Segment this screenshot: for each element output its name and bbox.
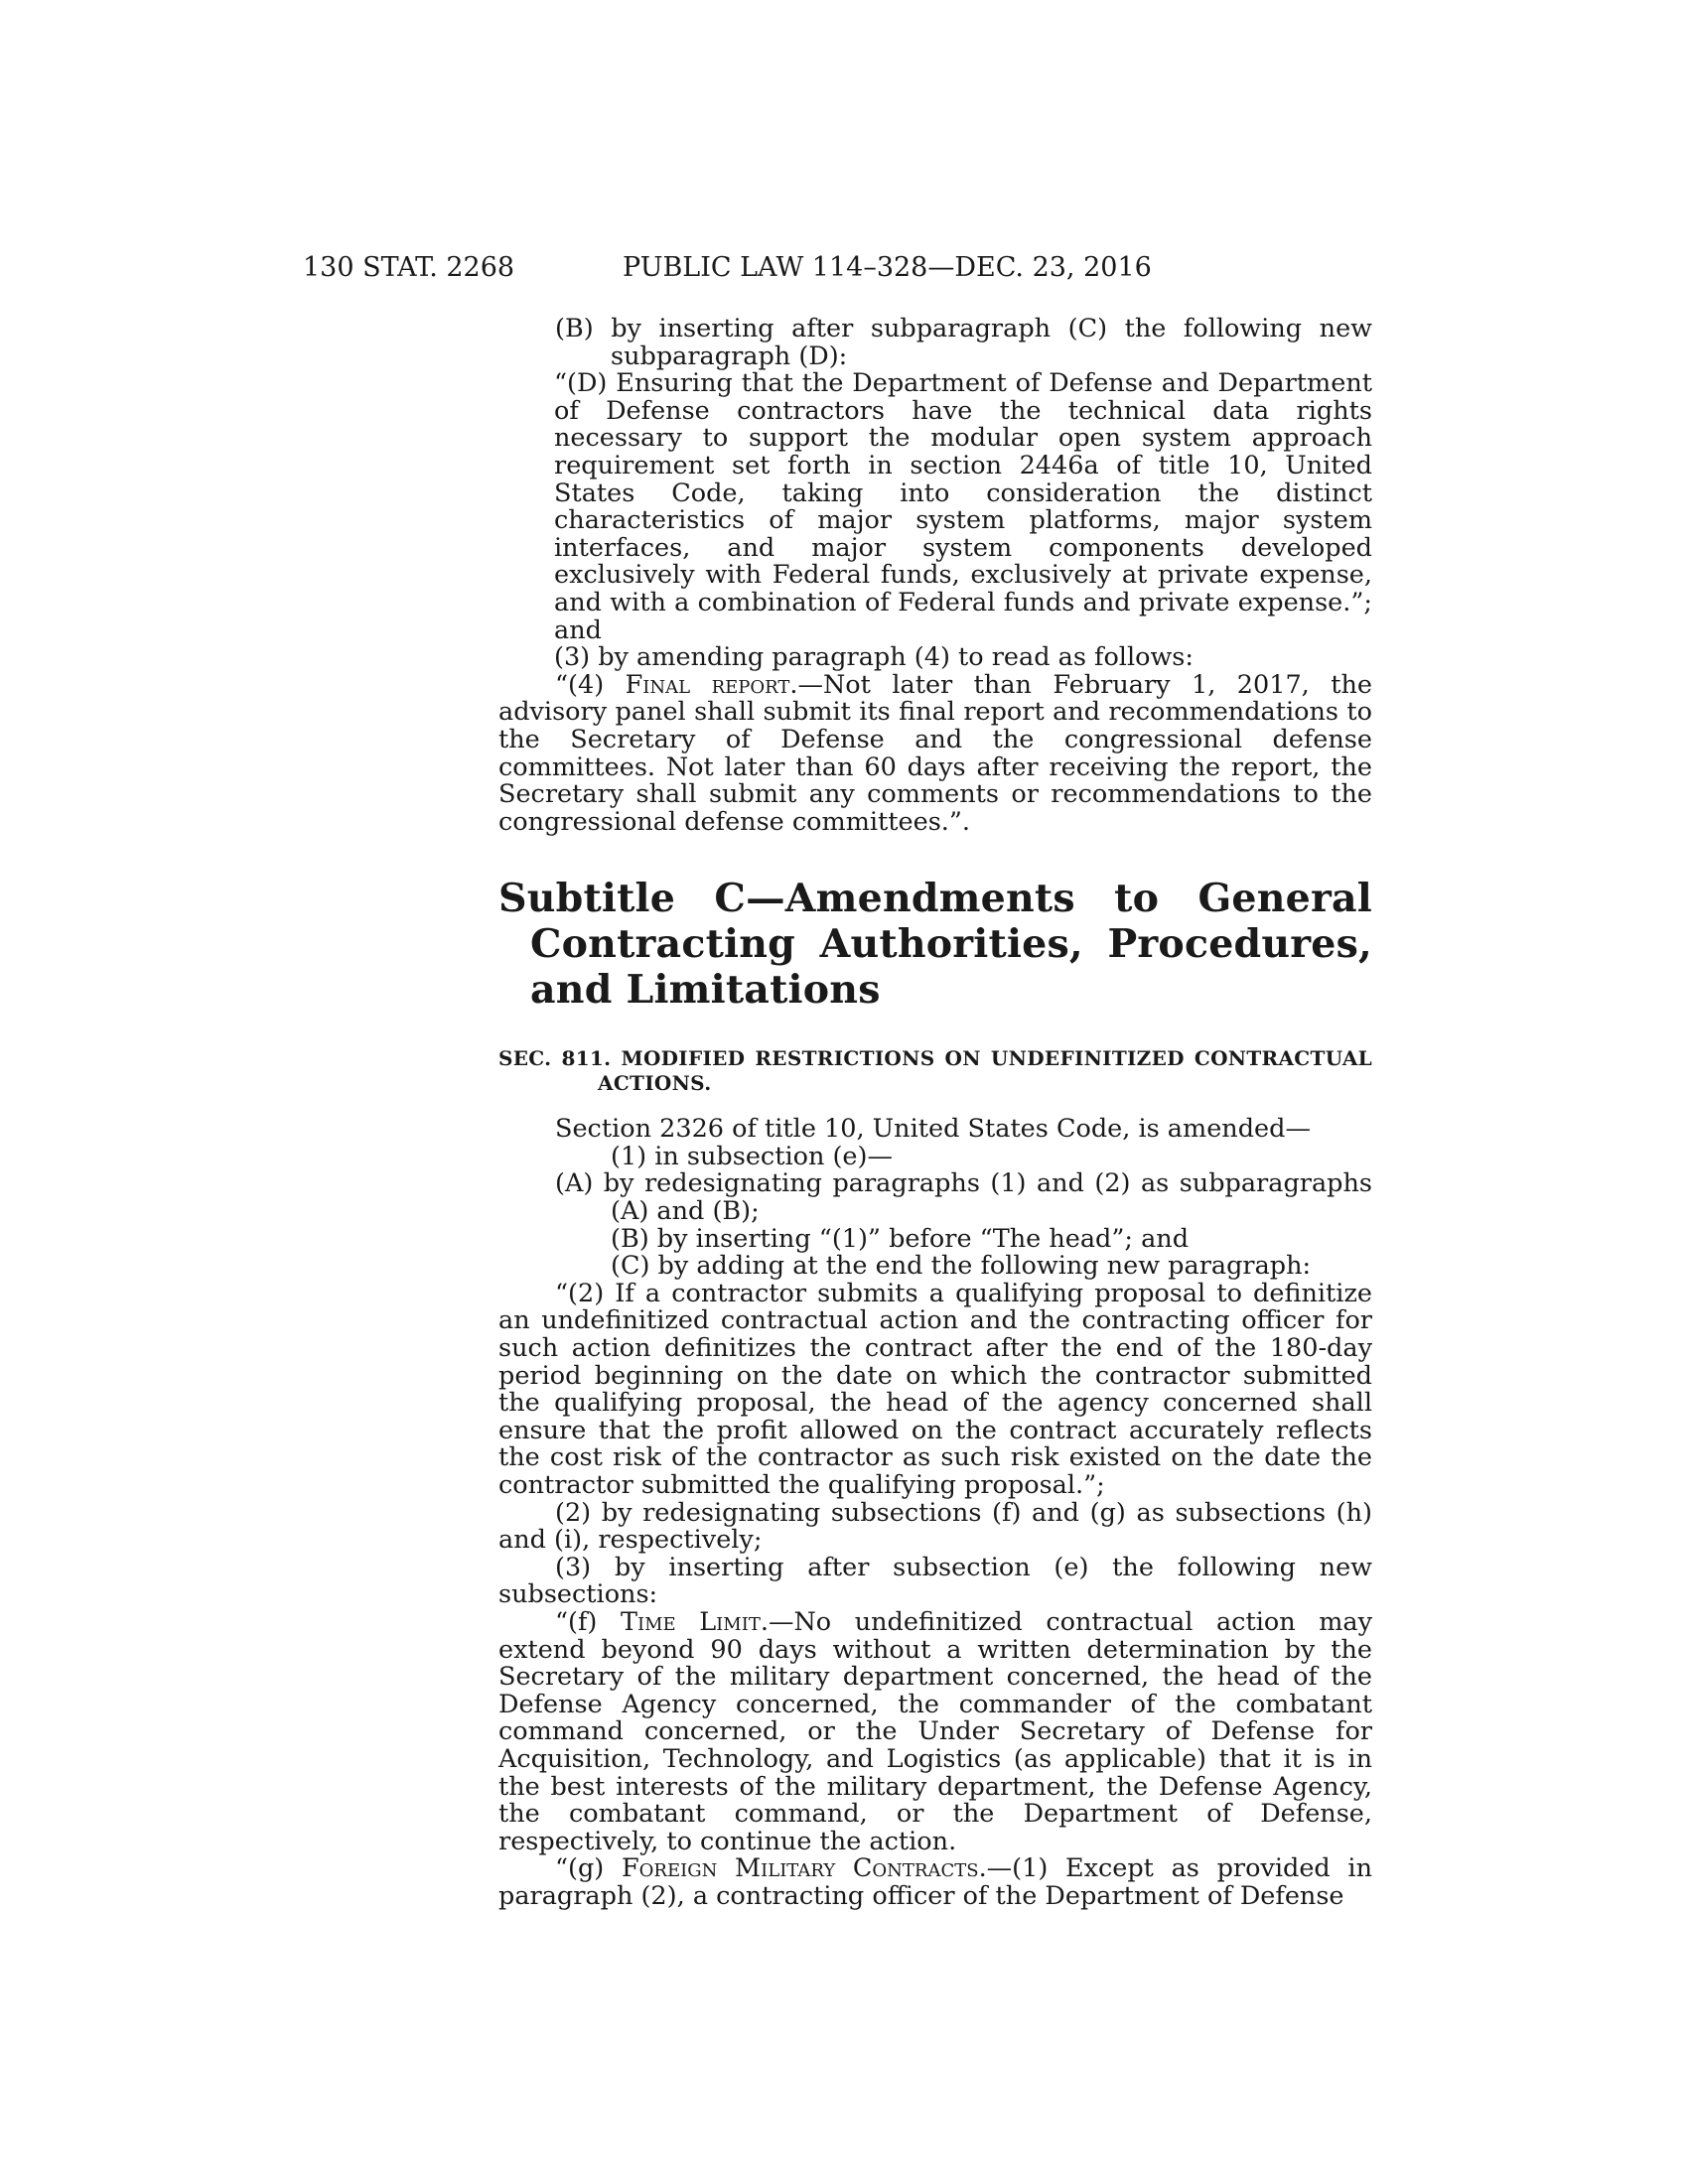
paragraph-section-2326: Section 2326 of title 10, United States Code, is amended— — [555, 1114, 1311, 1145]
paragraph-3-inserting: (3) by inserting after subsection (e) the following new subsections: — [498, 1552, 1372, 1610]
page-folio: 130 STAT. 2268 — [303, 252, 515, 283]
paragraph-2-redesignating: (2) by redesignating subsections (f) and (g) as subsections (h) and (i), respectively; — [498, 1497, 1372, 1556]
final-report-caption: Final report — [625, 669, 790, 700]
subtitle-heading: Subtitle C—Amendments to General Contracting Authorities, Procedures, and Limitations — [498, 876, 1372, 1014]
paragraph-1-subsection-e: (1) in subsection (e)— — [611, 1141, 893, 1171]
running-head: PUBLIC LAW 114–328—DEC. 23, 2016 — [623, 252, 1152, 283]
paragraph-b-inserting-1: (B) by inserting “(1)” before “The head”; and — [611, 1223, 1190, 1254]
paragraph-final-report — [498, 669, 1372, 837]
time-limit-text: .—No undefinitized contractual action may extend beyond 90 days without a written determination by the Secretary of the military department concerned, the head of the Defense Agency concerned, the commander of the combatant command concerned, or the Under Secretary of Defense for Acquisition, Technology, and Logistics (as applicable) that it is in the best interests of the military department, the Defense Agency, the combatant command, or the Department of Defense, respectively, to continue the action. — [498, 1606, 1373, 1856]
final-report-text: .—Not later than February 1, 2017, the advisory panel shall submit its final report and recommendations to the Secretary of Defense and the congressional defense committees. Not later than 60 days after receiving the report, the Secretary shall submit any comments or recommendations to the congressional defense committees.”. — [498, 669, 1372, 837]
foreign-military-lead: “(g) — [555, 1853, 622, 1884]
page-body — [498, 316, 1372, 1911]
final-report-lead: “(4) — [555, 669, 626, 700]
paragraph-b-inserting: (B) by inserting after subparagraph (C) the following new subparagraph (D): — [555, 314, 1372, 371]
foreign-military-text: .—(1) Except as provided in paragraph (2), a contracting officer of the Department of Defense — [498, 1853, 1373, 1911]
paragraph-c-adding: (C) by adding at the end the following new paragraph: — [611, 1251, 1312, 1282]
section-heading: SEC. 811. MODIFIED RESTRICTIONS ON UNDEFINITIZED CONTRACTUAL ACTIONS. — [498, 1046, 1372, 1096]
foreign-military-caption: Foreign Military Contracts — [621, 1853, 979, 1884]
paragraph-foreign-military — [498, 1855, 1372, 1910]
paragraph-quoted-d: “(D) Ensuring that the Department of Defense and Department of Defense contractors have the technical data rights necessary to support the modular open system approach requirement set forth in section 2446a of title 10, United States Code, taking into consideration the distinct characteristics of major system platforms, major system interfaces, and major system components developed exclusively with Federal funds, exclusively at private expense, and with a combination of Federal funds and private expense.”; and — [554, 368, 1372, 645]
time-limit-caption: Time Limit — [620, 1606, 761, 1637]
paragraph-quoted-2: “(2) If a contractor submits a qualifying proposal to definitize an undefinitized contractual action and the contracting officer for such action definitizes the contract after the end of the 180-day period beginning on the date on which the contractor submitted the qualifying proposal, the head of the agency concerned shall ensure that the profit allowed on the contract accurately reflects the cost risk of the contractor as such risk existed on the date the contractor submitted the qualifying proposal.”; — [498, 1278, 1372, 1500]
paragraph-a-redesignating: (A) by redesignating paragraphs (1) and (2) as subparagraphs (A) and (B); — [555, 1168, 1372, 1227]
paragraph-3-amending: (3) by amending paragraph (4) to read as follows: — [554, 642, 1194, 673]
page-header — [303, 248, 1375, 288]
paragraph-time-limit — [498, 1606, 1373, 1856]
time-limit-lead: “(f) — [555, 1606, 621, 1637]
